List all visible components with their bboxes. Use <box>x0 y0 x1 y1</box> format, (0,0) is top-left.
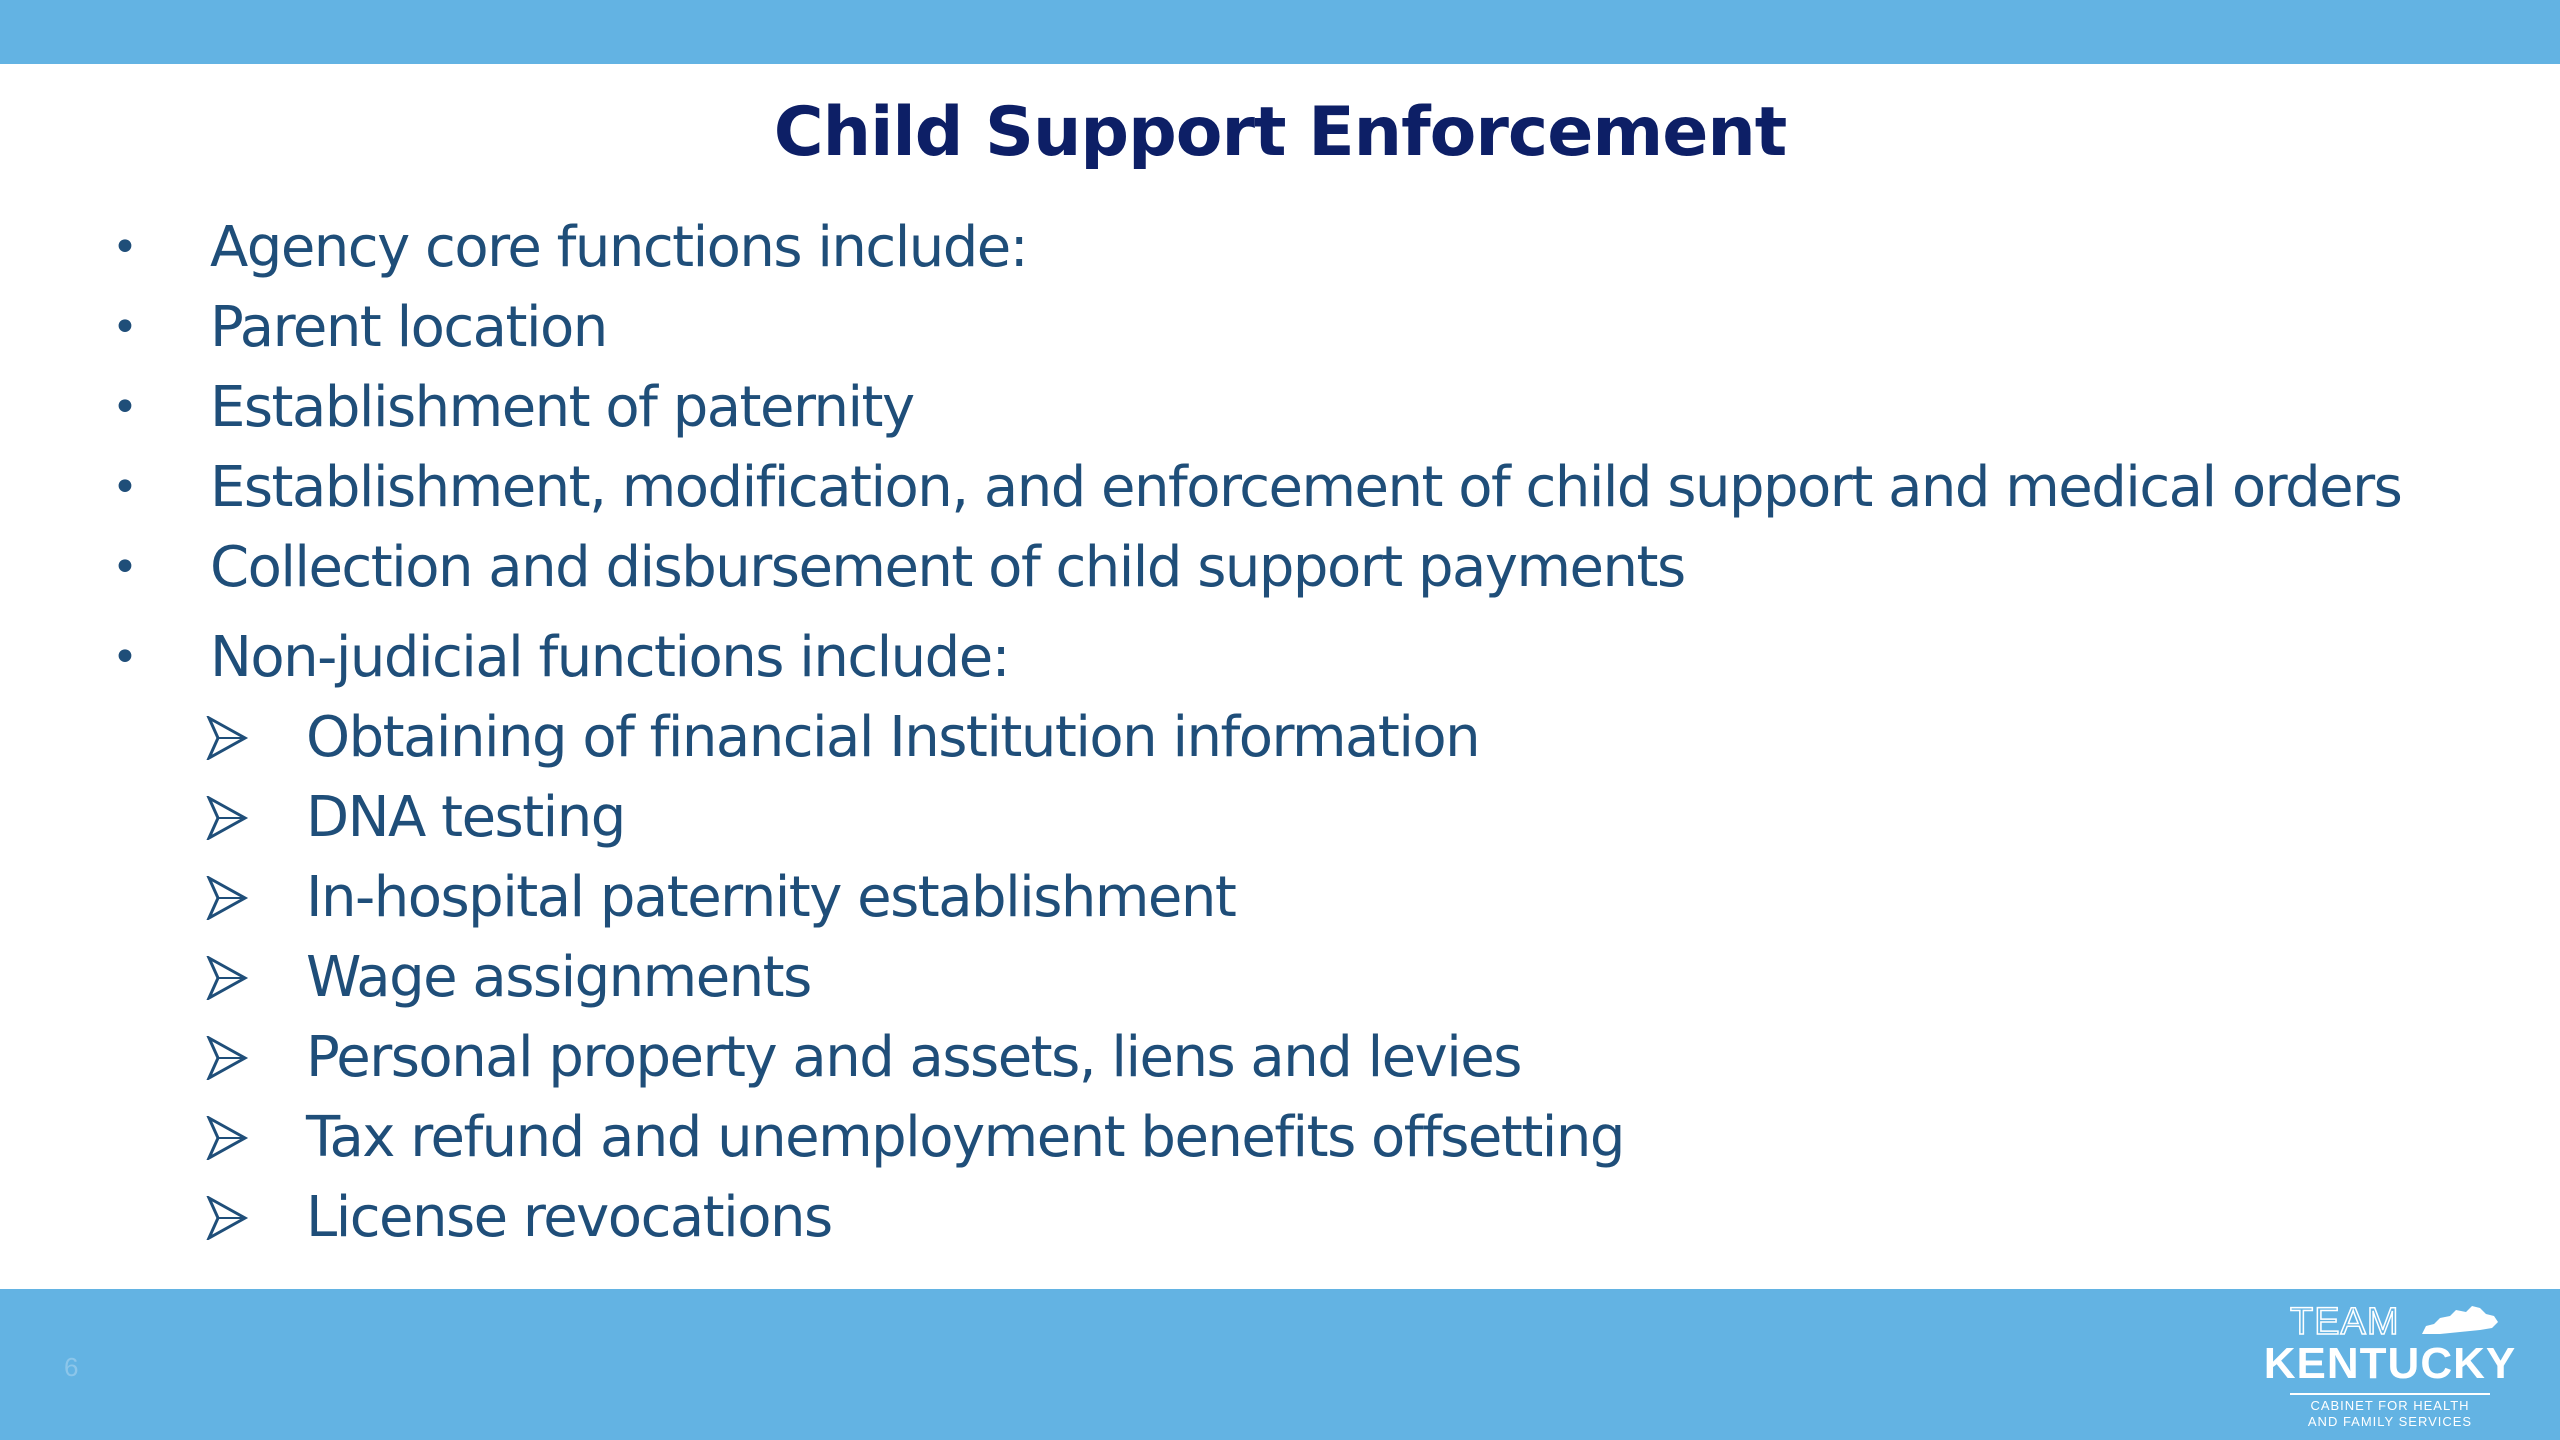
sub-list-text: Wage assignments <box>306 945 811 1010</box>
top-accent-band <box>0 0 2560 64</box>
arrow-bullet-icon <box>205 858 265 920</box>
page-number: 6 <box>64 1352 79 1382</box>
slide-title: Child Support Enforcement <box>773 93 1787 172</box>
logo-divider <box>2290 1393 2490 1395</box>
arrow-bullet-icon <box>205 938 265 1000</box>
bullet-text: Establishment of paternity <box>210 375 914 440</box>
bullet-dot-icon: • <box>112 222 138 273</box>
bullet-text: Agency core functions include: <box>210 215 1028 280</box>
arrow-bullet-icon <box>205 1178 265 1240</box>
bullet-text: Collection and disbursement of child support payments <box>210 535 1685 600</box>
sub-list-text: In-hospital paternity establishment <box>306 865 1236 930</box>
bullet-dot-icon: • <box>112 382 138 433</box>
logo-subtitle-line: AND FAMILY SERVICES <box>2307 1414 2473 1429</box>
bullet-dot-icon: • <box>112 632 138 683</box>
bullet-dot-icon: • <box>112 462 138 513</box>
team-kentucky-logo <box>2260 1300 2520 1435</box>
sub-list-text: DNA testing <box>306 785 625 850</box>
arrow-bullet-icon <box>205 1018 265 1080</box>
logo-subtitle <box>2260 1398 2520 1430</box>
sub-list-text: Tax refund and unemployment benefits offsetting <box>306 1105 1624 1170</box>
arrow-bullet-icon <box>205 698 265 760</box>
arrow-bullet-icon <box>205 778 265 840</box>
sub-list-text: License revocations <box>306 1185 832 1250</box>
logo-kentucky-text: KENTUCKY <box>2263 1339 2517 1388</box>
bullet-dot-icon: • <box>112 302 138 353</box>
bullet-text: Establishment, modification, and enforcement of child support and medical orders <box>210 455 2402 520</box>
logo-team-text: TEAM <box>2290 1301 2400 1343</box>
logo-subtitle-line: CABINET FOR HEALTH <box>2310 1398 2470 1413</box>
sub-list-text: Personal property and assets, liens and levies <box>306 1025 1521 1090</box>
bullet-text: Parent location <box>210 295 607 360</box>
bullet-dot-icon: • <box>112 542 138 593</box>
bottom-accent-band <box>0 1289 2560 1440</box>
arrow-bullet-icon <box>205 1098 265 1160</box>
kentucky-state-shape-icon <box>2420 1304 2500 1338</box>
bullet-text: Non-judicial functions include: <box>210 625 1010 690</box>
sub-list-text: Obtaining of financial Institution information <box>306 705 1480 770</box>
